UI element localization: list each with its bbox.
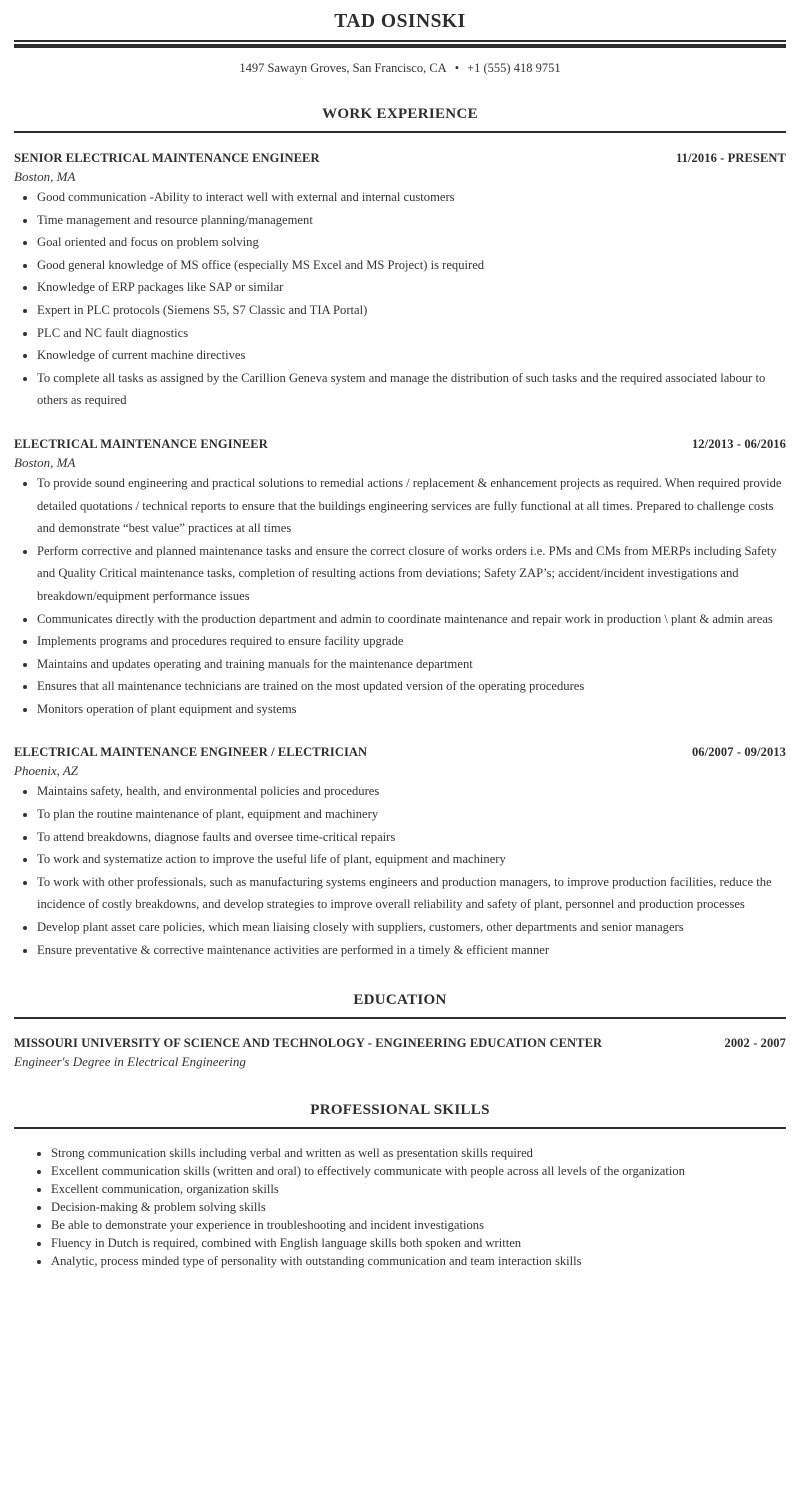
job-duties: [14, 780, 786, 961]
contact-separator: •: [454, 61, 460, 75]
duty-item: • Time management and resource planning/management: [37, 209, 786, 232]
duty-item: • To work and systematize action to improve the useful life of plant, equipment and machinery: [37, 848, 786, 871]
duty-item: • Ensures that all maintenance technicians are trained on the most updated version of the operating procedures: [37, 675, 786, 698]
duty-item: • Maintains and updates operating and training manuals for the maintenance department: [37, 653, 786, 676]
duty-item: • To plan the routine maintenance of plant, equipment and machinery: [37, 803, 786, 826]
section-title-education: EDUCATION: [353, 992, 447, 1009]
job-dates: 12/2013 - 06/2016: [691, 436, 786, 451]
job-duties: [14, 186, 786, 412]
job-location: Phoenix, AZ: [14, 763, 79, 779]
duty-item: • To complete all tasks as assigned by the Carillion Geneva system and manage the distribution of such tasks and the required associated labour to others as required: [37, 367, 786, 412]
work-experience-section: [14, 105, 786, 961]
job-entry: [14, 436, 786, 721]
job-dates: 06/2007 - 09/2013: [691, 745, 786, 760]
candidate-name: TAD OSINSKI: [334, 11, 466, 32]
contact-line: [14, 60, 786, 76]
job-title: SENIOR ELECTRICAL MAINTENANCE ENGINEER: [14, 151, 320, 165]
duty-item: • Perform corrective and planned maintenance tasks and ensure the correct closure of works orders i.e. PMs and CMs from MERPs including Safety and Quality Critical maintenance tasks, completion of resulting actions from deviations; Safety ZAP’s; accident/incident investigations and breakdown/equipment performance issues: [37, 540, 786, 608]
section-rule: [14, 1127, 786, 1129]
duty-item: • Knowledge of current machine directives: [37, 344, 786, 367]
resume-page: [14, 0, 786, 1270]
skill-item: • Decision-making & problem solving skills: [51, 1198, 786, 1216]
section-title-professional-skills: PROFESSIONAL SKILLS: [310, 1102, 490, 1119]
degree-name: Engineer's Degree in Electrical Engineering: [14, 1054, 246, 1070]
job-duties: [14, 472, 786, 721]
job-entry: [14, 150, 786, 412]
duty-item: • Good communication -Ability to interact well with external and internal customers: [37, 186, 786, 209]
skill-item: • Be able to demonstrate your experience in troubleshooting and incident investigations: [51, 1216, 786, 1234]
duty-item: • Goal oriented and focus on problem solving: [37, 231, 786, 254]
education-header: [14, 1035, 786, 1051]
duty-item: • Expert in PLC protocols (Siemens S5, S7 Classic and TIA Portal): [37, 299, 786, 322]
skills-section: [14, 1101, 786, 1270]
duty-item: • Knowledge of ERP packages like SAP or similar: [37, 276, 786, 299]
duty-item: • To work with other professionals, such as manufacturing systems engineers and production managers, to improve production facilities, reduce the incidence of costly breakdowns, and develop strategies to improve overall reliability and safety of plant, personnel and production processes: [37, 871, 786, 916]
section-title-work-experience: WORK EXPERIENCE: [322, 106, 478, 122]
skill-item: • Excellent communication skills (written and oral) to effectively communicate with people across all levels of the organization: [51, 1162, 786, 1180]
job-entry: [14, 744, 786, 961]
duty-item: • To provide sound engineering and practical solutions to remedial actions / replacement & enhancement projects as required. When required provide detailed quotations / technical reports to ensure that the buildings engineering services are fully functional at all times. Prepared to challenge costs and demonstrate “best value” practices at all times: [37, 472, 786, 540]
header-rule-thick: [14, 44, 786, 48]
job-location: Boston, MA: [14, 454, 76, 470]
job-dates: 11/2016 - PRESENT: [675, 151, 786, 165]
duty-item: • Implements programs and procedures required to ensure facility upgrade: [37, 630, 786, 653]
duty-item: • Develop plant asset care policies, which mean liaising closely with suppliers, customers, other departments and senior managers: [37, 916, 786, 939]
contact-address: 1497 Sawayn Groves, San Francisco, CA: [239, 61, 447, 75]
skills-list: [14, 1144, 786, 1270]
job-header: [14, 150, 786, 166]
section-rule: [14, 131, 786, 133]
skill-item: • Strong communication skills including verbal and written as well as presentation skills required: [51, 1144, 786, 1162]
skill-item: • Fluency in Dutch is required, combined with English language skills both spoken and written: [51, 1234, 786, 1252]
duty-item: • Maintains safety, health, and environmental policies and procedures: [37, 780, 786, 803]
job-title: ELECTRICAL MAINTENANCE ENGINEER: [14, 436, 268, 451]
education-entry: [14, 1035, 786, 1071]
school-name: MISSOURI UNIVERSITY OF SCIENCE AND TECHNOLOGY - ENGINEERING EDUCATION CENTER: [14, 1036, 603, 1051]
duty-item: • PLC and NC fault diagnostics: [37, 322, 786, 345]
skill-item: • Excellent communication, organization skills: [51, 1180, 786, 1198]
job-header: [14, 744, 786, 760]
education-section: [14, 991, 786, 1071]
header-rule-thin: [14, 40, 786, 42]
duty-item: • Ensure preventative & corrective maintenance activities are performed in a timely & efficient manner: [37, 939, 786, 962]
duty-item: • Monitors operation of plant equipment and systems: [37, 698, 786, 721]
duty-item: • To attend breakdowns, diagnose faults and oversee time-critical repairs: [37, 826, 786, 849]
contact-phone: +1 (555) 418 9751: [467, 61, 561, 75]
job-header: [14, 436, 786, 452]
section-rule: [14, 1017, 786, 1019]
job-title: ELECTRICAL MAINTENANCE ENGINEER / ELECTRICIAN: [14, 745, 368, 760]
education-years: 2002 - 2007: [724, 1036, 786, 1051]
job-location: Boston, MA: [14, 169, 76, 184]
duty-item: • Communicates directly with the production department and admin to coordinate maintenance and repair work in production \ plant & admin areas: [37, 608, 786, 631]
duty-item: • Good general knowledge of MS office (especially MS Excel and MS Project) is required: [37, 254, 786, 277]
skill-item: • Analytic, process minded type of personality with outstanding communication and team interaction skills: [51, 1252, 786, 1270]
